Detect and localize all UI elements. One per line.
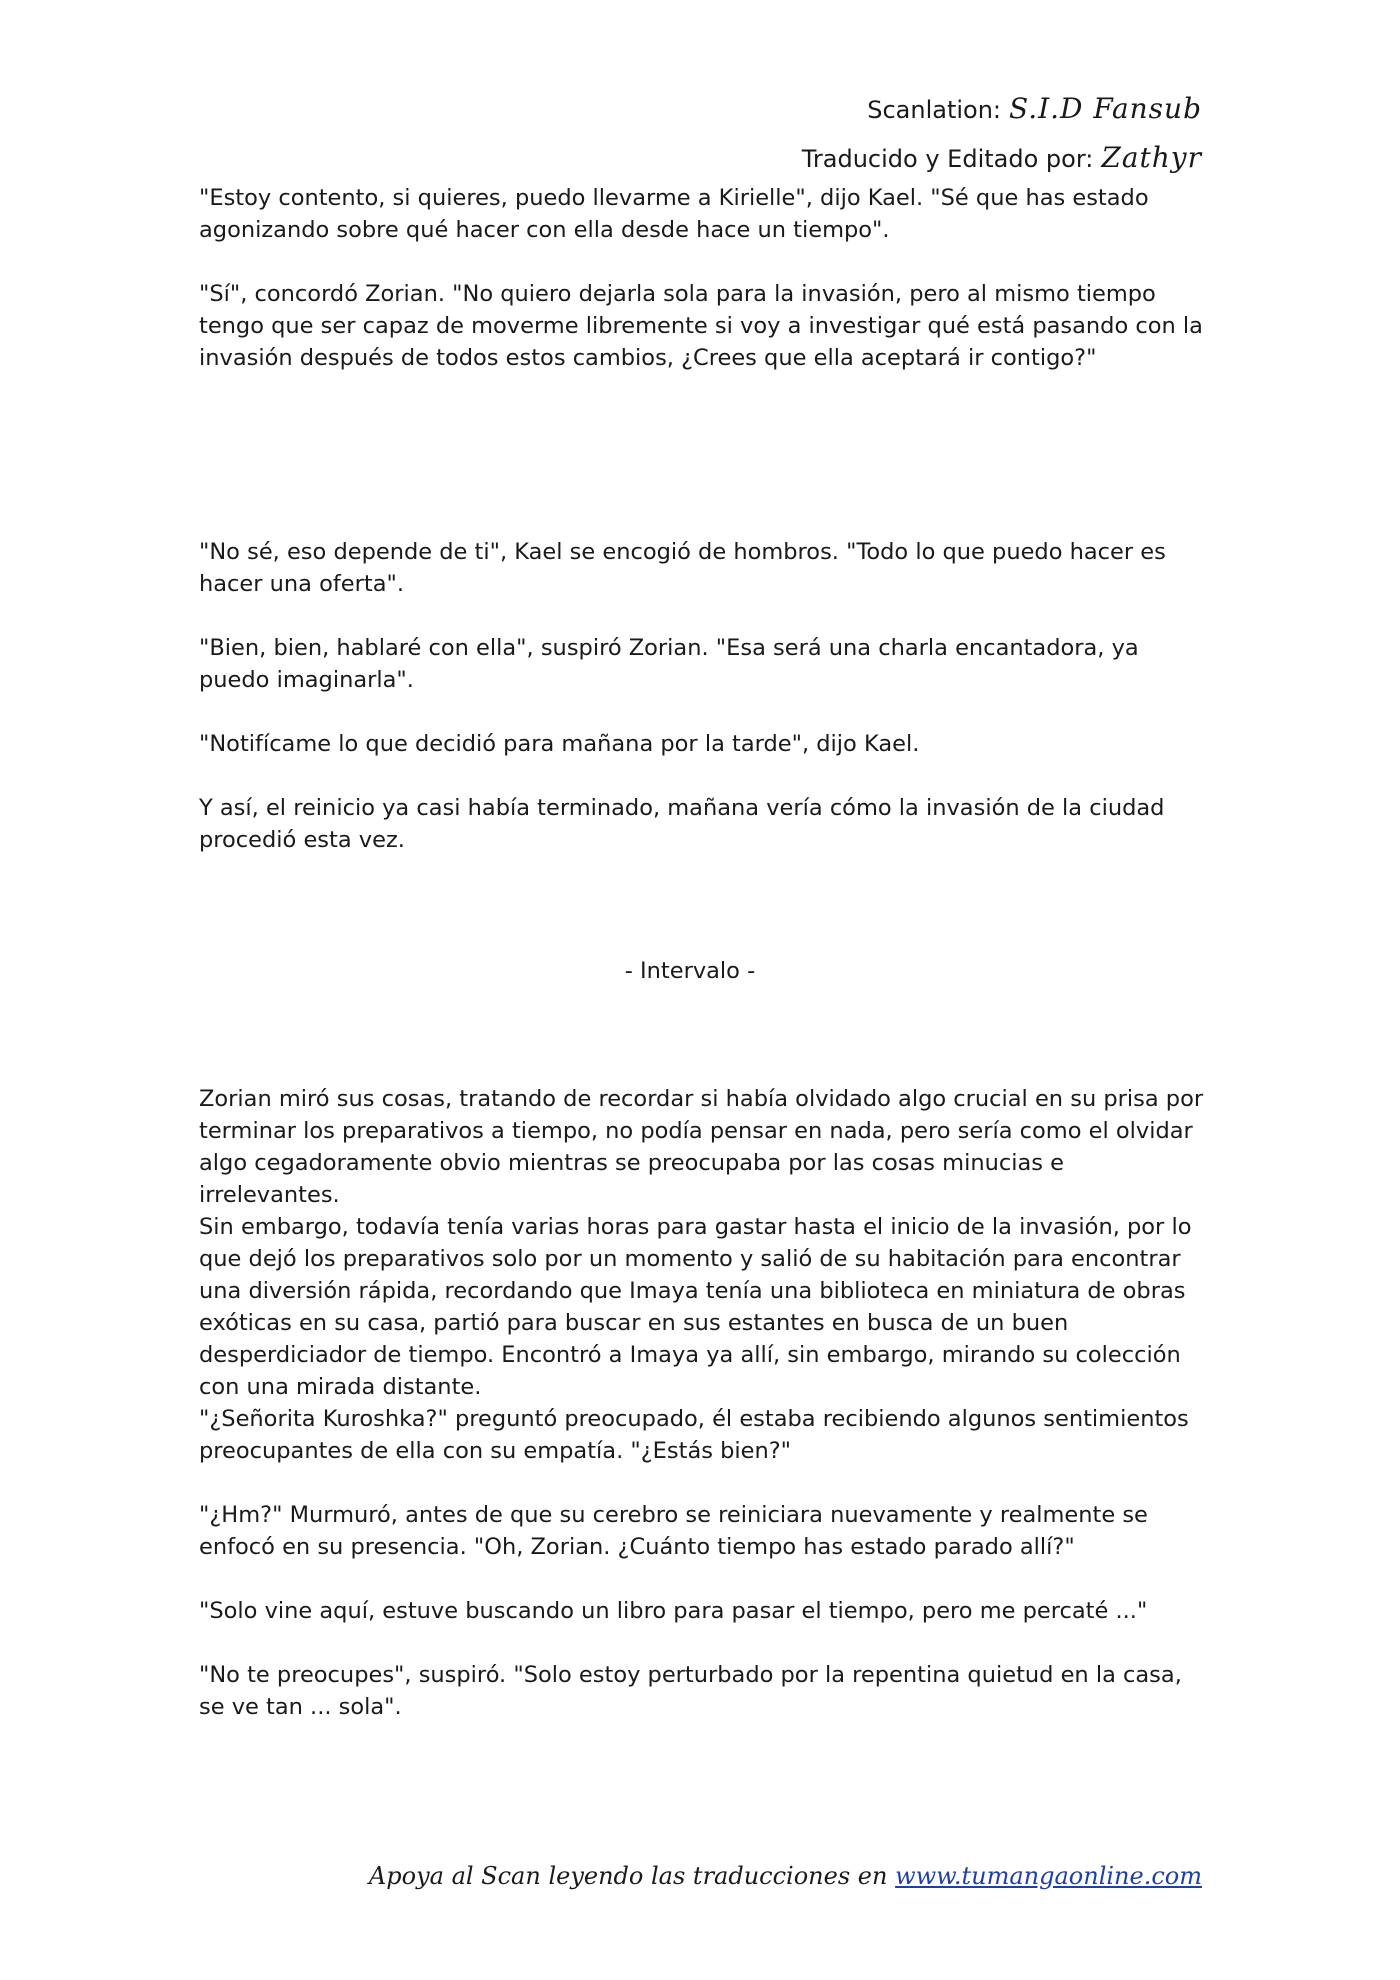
- paragraph: "Estoy contento, si quieres, puedo llevarme a Kirielle", dijo Kael. "Sé que has estado agonizando sobre qué hacer con ella desde hace un tiempo".: [199, 185, 1149, 243]
- scanlation-credit: [867, 92, 1202, 125]
- tumangaonline-link[interactable]: www.tumangaonline.com: [895, 1862, 1202, 1890]
- scanlation-group-name: S.I.D Fansub: [1009, 92, 1202, 125]
- paragraph: "No sé, eso depende de ti", Kael se encogió de hombros. "Todo lo que puedo hacer es hacer una oferta".: [199, 539, 1166, 597]
- paragraph: "No te preocupes", suspiró. "Solo estoy perturbado por la repentina quietud en la casa, se ve tan ... sola".: [199, 1662, 1182, 1720]
- section-separator: - Intervalo -: [624, 958, 756, 984]
- footer-support-note: [369, 1862, 1202, 1890]
- paragraph: Zorian miró sus cosas, tratando de recordar si había olvidado algo crucial en su prisa por terminar los preparativos a tiempo, no podía pensar en nada, pero sería como el olvidar algo cegadoramente obvio mientras se preocupaba por las cosas minucias e irrelevantes.: [199, 1086, 1204, 1208]
- paragraph: "Solo vine aquí, estuve buscando un libro para pasar el tiempo, pero me percaté ...": [199, 1598, 1148, 1624]
- paragraph: "Sí", concordó Zorian. "No quiero dejarla sola para la invasión, pero al mismo tiempo tengo que ser capaz de moverme libremente si voy a investigar qué está pasando con la invasión después de todos estos cambios, ¿Crees que ella aceptará ir contigo?": [199, 281, 1203, 371]
- paragraph: "Bien, bien, hablaré con ella", suspiró Zorian. "Esa será una charla encantadora, ya puedo imaginarla".: [199, 635, 1139, 693]
- translator-label: Traducido y Editado por:: [801, 145, 1094, 173]
- paragraph: Sin embargo, todavía tenía varias horas para gastar hasta el inicio de la invasión, por lo que dejó los preparativos solo por un momento y salió de su habitación para encontrar una diversión rápida, recordando que Imaya tenía una biblioteca en miniatura de obras exóticas en su casa, partió para buscar en sus estantes en busca de un buen desperdiciador de tiempo. Encontró a Imaya ya allí, sin embargo, mirando su colección con una mirada distante.: [199, 1214, 1192, 1400]
- paragraph: "Notifícame lo que decidió para mañana por la tarde", dijo Kael.: [199, 731, 920, 757]
- paragraph: "¿Señorita Kuroshka?" preguntó preocupado, él estaba recibiendo algunos sentimientos preocupantes de ella con su empatía. "¿Estás bien?": [199, 1406, 1189, 1464]
- translator-credit: [802, 141, 1202, 174]
- paragraph: Y así, el reinicio ya casi había terminado, mañana vería cómo la invasión de la ciudad procedió esta vez.: [199, 795, 1165, 853]
- translator-name: Zathyr: [1101, 141, 1202, 174]
- paragraph: "¿Hm?" Murmuró, antes de que su cerebro se reiniciara nuevamente y realmente se enfocó en su presencia. "Oh, Zorian. ¿Cuánto tiempo has estado parado allí?": [199, 1502, 1148, 1560]
- scanlation-label: Scanlation:: [867, 96, 1002, 124]
- footer-text: Apoya al Scan leyendo las traducciones en: [368, 1862, 888, 1890]
